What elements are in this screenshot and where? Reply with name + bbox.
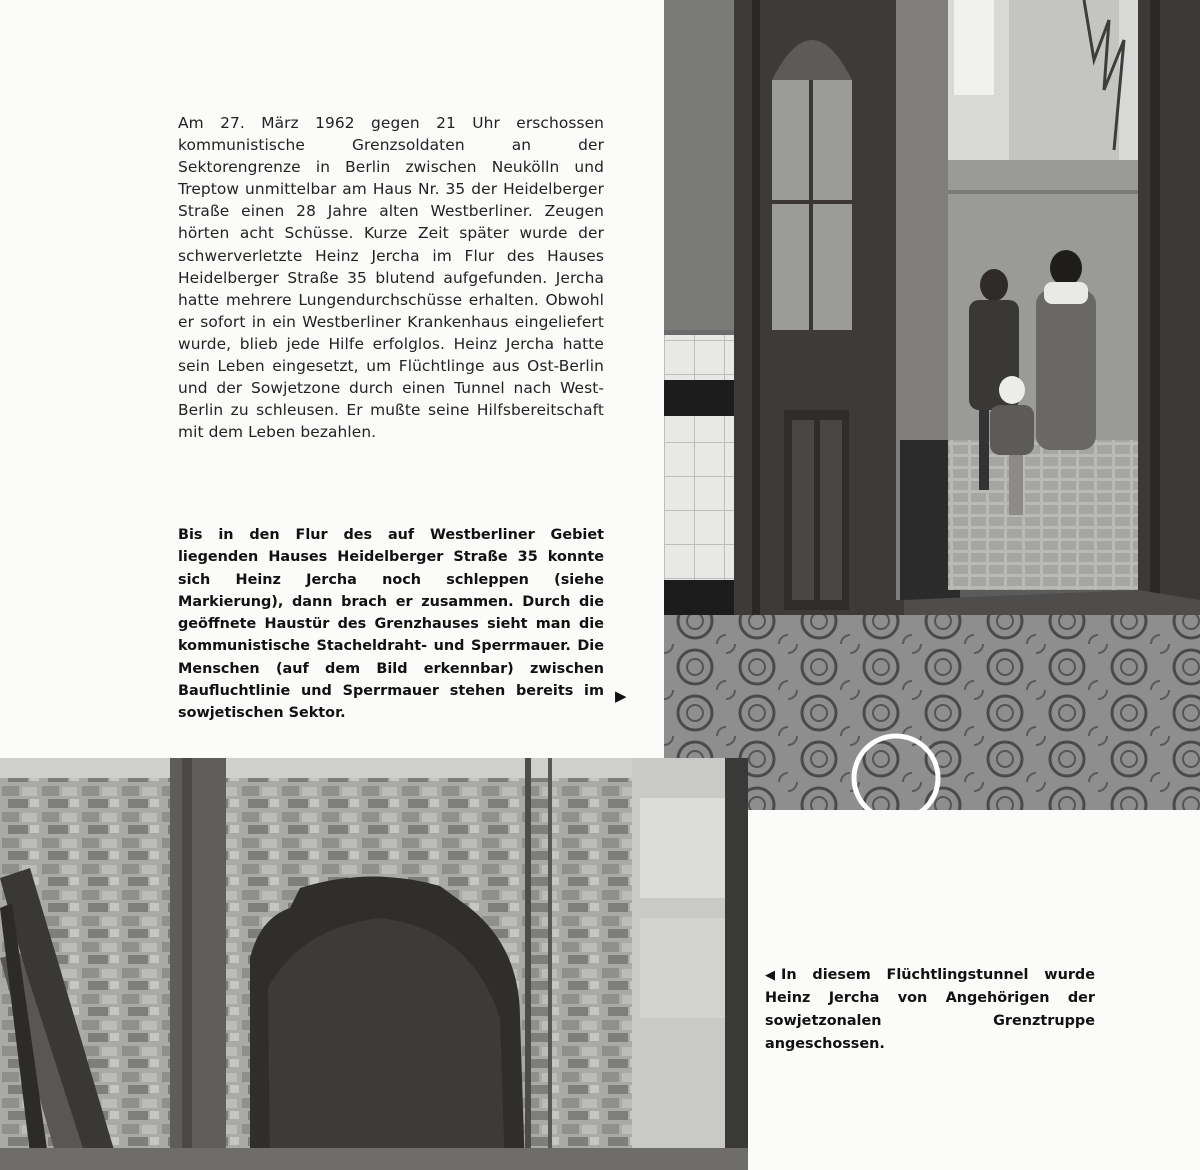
tunnel-photo-caption bbox=[765, 964, 1095, 1056]
triangle-right-icon: ▶ bbox=[615, 687, 627, 705]
tunnel-photo bbox=[0, 758, 748, 1170]
triangle-left-icon: ◀ bbox=[765, 968, 775, 983]
doorway-photo bbox=[664, 0, 1200, 810]
tunnel-photo-caption-text: In diesem Flüchtlingstunnel wurde Heinz Jercha von Angehörigen der sowjetzonalen Grenztruppe angeschossen. bbox=[765, 967, 1095, 1052]
door-photo-caption: Bis in den Flur des auf Westberliner Gebiet liegenden Hauses Heidelberger Straße 35 konnte sich Heinz Jercha noch schleppen (siehe Markierung), dann brach er zusammen. Durch die geöffnete Haustür des Grenzhauses sieht man die kommunistische Stacheldraht- und Sperrmauer. Die Menschen (auf dem Bild erkennbar) zwischen Baufluchtlinie und Sperrmauer stehen bereits im sowjetischen Sektor. bbox=[178, 527, 604, 722]
article-paragraph: Am 27. März 1962 gegen 21 Uhr erschossen kommunistische Grenzsoldaten an der Sektorengrenze in Berlin zwischen Neukölln und Treptow unmittelbar am Haus Nr. 35 der Heidelberger Straße einen 28 Jahre alten Westberliner. Zeugen hörten acht Schüsse. Kurze Zeit später wurde der schwerverletzte Heinz Jercha im Flur des Hauses Heidelberger Straße 35 blutend aufgefunden. Jercha hatte mehrere Lungendurchschüsse erhalten. Obwohl er sofort in ein Westberliner Krankenhaus eingeliefert wurde, blieb jede Hilfe erfolglos. Heinz Jercha hatte sein Leben eingesetzt, um Flüchtlinge aus Ost-Berlin und der Sowjetzone durch einen Tunnel nach West-Berlin zu schleusen. Er mußte seine Hilfsbereitschaft mit dem Leben bezahlen. bbox=[178, 114, 604, 442]
